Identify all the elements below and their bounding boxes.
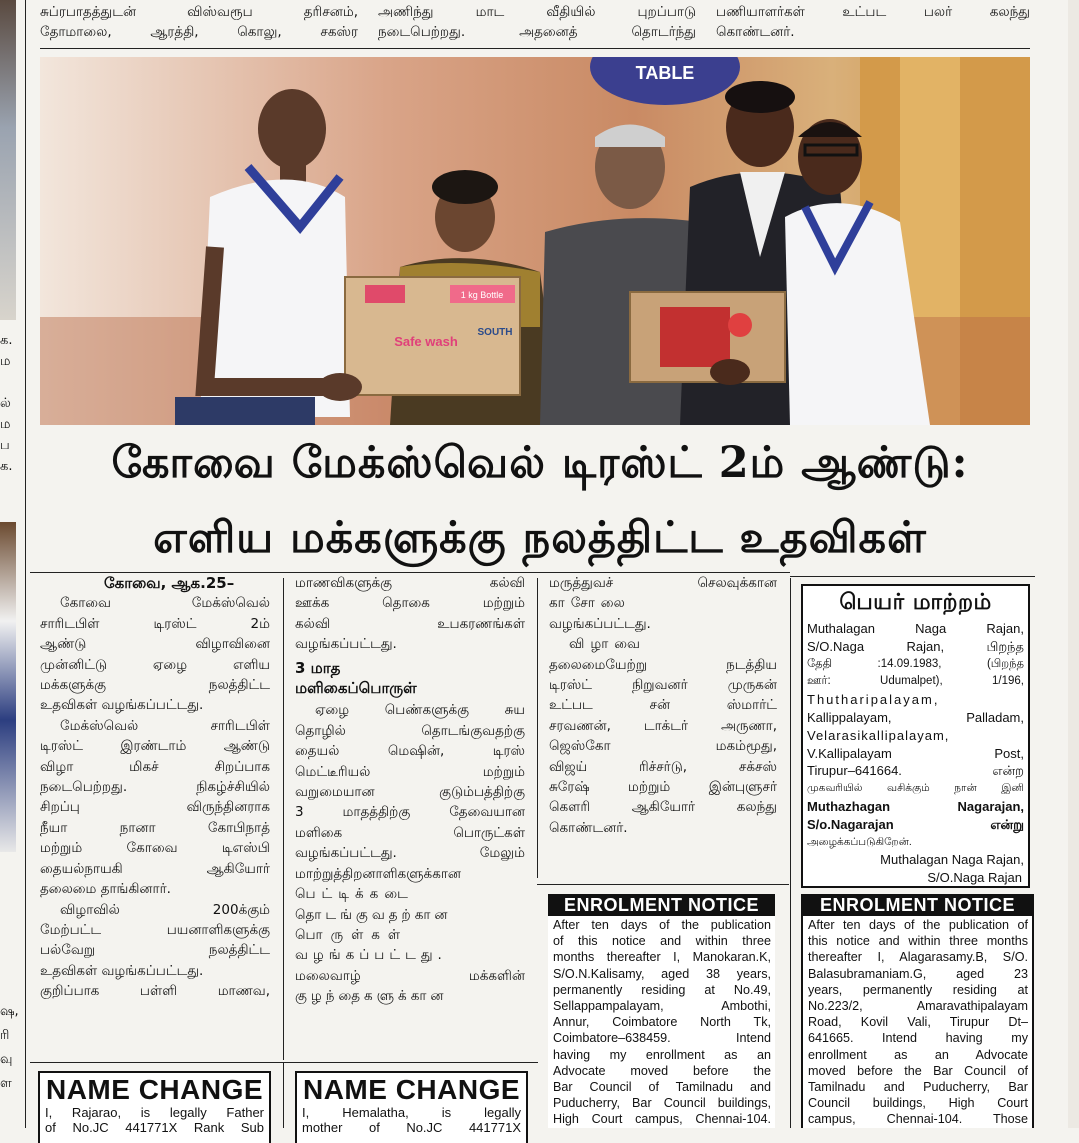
left-edge-fragments: க. ம ல் ம ப க.: [0, 333, 13, 474]
name-change-2-body: I, Hemalatha, is legally mother of No.JC 441771X: [302, 1105, 521, 1135]
name-change-1-body: I, Rajarao, is legally Father of No.JC 441771X Rank Sub: [45, 1105, 264, 1135]
headline-line-2: எளிய மக்களுக்கு நலத்திட்ட உதவிகள்: [153, 513, 927, 563]
dateline: கோவை, ஆக.25–: [104, 574, 235, 592]
enrolment-notice-1-body: After ten days of the publication of this notice and within three months thereafter I, Manokaran.K, S/O.N.Kalisamy, aged 38 years, permanently residing at No.49, Sellappampalayam, Ambothi, Annur, Coimbatore North Tk, Coimbatore–638459. Intend having my enrollment as an Advocate moved before the Bar Council of Tamilnadu and Puducherry, Bar Council buildings, High Court campus, Chennai-104.: [553, 918, 771, 1127]
photo-illustration: [40, 57, 1030, 425]
name-change-2-title: NAME CHANGE: [302, 1074, 521, 1105]
grocery-box: [630, 292, 785, 382]
top-column-2: அணிந்து மாட வீதியில் புறப்பாடு நடைபெற்றது. அதனைத் தொடர்ந்து: [378, 4, 696, 41]
top-rule: [40, 48, 1030, 49]
svg-text:SOUTH: SOUTH: [477, 327, 513, 338]
top-column-1: சுப்ரபாதத்துடன் விஸ்வரூப தரிசனம், தோமாலை, ஆரத்தி, கொலு, சகஸ்ர: [40, 4, 358, 41]
name-change-box-2: [295, 1071, 528, 1143]
enrolment-notice-1: [548, 894, 775, 1128]
enrolment-notice-1-title: ENROLMENT NOTICE: [548, 894, 775, 916]
svg-text:1 kg Bottle: 1 kg Bottle: [460, 290, 504, 300]
safe-wash-box: [345, 277, 520, 395]
top-column-3: பணியாளர்கள் உட்பட பலர் கலந்து கொண்டனர்.: [716, 4, 1030, 41]
column-rule-2: [537, 578, 538, 878]
subheading: 3 மாத: [295, 658, 341, 677]
news-photo: [40, 57, 1030, 425]
left-edge-photo-2: [0, 522, 16, 852]
left-edge-photo-1: [0, 0, 16, 320]
bottom-column-rule: [283, 1062, 284, 1128]
left-edge-column: [0, 0, 20, 1128]
left-column-divider: [25, 0, 26, 1128]
column-rule-3: [790, 578, 791, 1128]
notice-1-top-rule: [537, 884, 789, 885]
column-rule-1: [283, 578, 284, 1060]
right-margin: [1068, 0, 1079, 1128]
tamil-name-change-body: Muthalagan Naga Rajan, S/O.Naga Rajan, பிறந்த தேதி :14.09.1983, (பிறந்த ஊர்: Udumalpet), 1/196, Thutharipalayam, Kallippalayam, Palladam, Velarasikallipalayam, V.Kallipalayam Post, Tirupur–641664. என்ற முகவரியில் வசிக்கும் நான் இனி Muthazhagan Nagarajan, S/o.Nagarajan என்று அழைக்கப்படுகிறேன். Muthalagan Naga Rajan, S/O.Naga Rajan: [807, 621, 1024, 886]
enrolment-notice-2-title: ENROLMENT NOTICE: [803, 894, 1032, 916]
article-column-1: கோவை, ஆக.25– கோவை மேக்ஸ்வெல் சாரிடபிள் டிரஸ்ட் 2ம் ஆண்டு விழாவினை முன்னிட்டு ஏழை எளிய மக்களுக்கு நலத்திட்ட உதவிகள் வழங்கப்பட்டது. மேக்ஸ்வெல் சாரிடபிள் டிரஸ்ட் இரண்டாம் ஆண்டு விழா மிகச் சிறப்பாக நடைபெற்றது. நிகழ்ச்சியில் சிறப்பு விருந்தினராக நீயா நானா கோபிநாத் மற்றும் கோவை டிஎஸ்பி தையல்நாயகி ஆகியோர் தலைமை தாங்கினார். விழாவில் 200க்கும் மேற்பட்ட பயனாளிகளுக்கு பல்வேறு நலத்திட்ட உதவிகள் வழங்கப்பட்டது. குறிப்பாக பள்ளி மாணவ,: [40, 574, 270, 1000]
svg-text:TABLE: TABLE: [635, 63, 695, 83]
tamil-name-change-box: [801, 584, 1030, 888]
article-column-3: மருத்துவச் செலவுக்கான காசோலை வழங்கப்பட்டது. விழாவை தலைமையேற்று நடத்திய டிரஸ்ட் நிறுவனர் முருகன் உட்பட சன் ஸ்மார்ட் சரவணன், டாக்டர் அருணா, ஜெஸ்கோ மகம்மூது, விஜய் ரிச்சர்டு, சக்சஸ் சுரேஷ் மற்றும் இன்புளுசர் கௌரி ஆகியோர் கலந்து கொண்டனர்.: [549, 575, 777, 836]
tamil-name-change-title: பெயர் மாற்றம்: [839, 590, 992, 615]
svg-text:Safe wash: Safe wash: [394, 334, 458, 349]
enrolment-notice-2-body: After ten days of the publication of this notice and within three months thereafter I, Alagarasamy.B, S/O. Balasubramaniam.G, aged 23 years, permanently residing at No.223/2, Amaravathipalayam Road, Kovil Vali, Tirupur Dt– 641665. Intend having my enrollment as an Advocate moved before the Bar Council of Tamilnadu and Puducherry, Bar Council buildings, High Court campus, Chennai-104. Those: [808, 918, 1028, 1127]
left-edge-fragments-lower: ஷ, ரி வு ள: [0, 1004, 19, 1091]
box-top-rule: [790, 576, 1035, 577]
bottom-rule: [30, 1062, 538, 1063]
name-change-box-1: [38, 1071, 271, 1143]
subheading: மளிகைப்பொருள்: [295, 679, 417, 698]
name-change-1-title: NAME CHANGE: [45, 1074, 264, 1105]
article-column-2: மாணவிகளுக்கு கல்வி ஊக்க தொகை மற்றும் கல்வி உபகரணங்கள் வழங்கப்பட்டது. 3 மாத மளிகைப்பொருள் ஏழை பெண்களுக்கு சுய தொழில் தொடங்குவதற்கு தையல் மெஷின், டிரஸ் மெட்டீரியல் மற்றும் வறுமையான குடும்பத்திற்கு 3 மாதத்திற்கு தேவையான மளிகை பொருட்கள் வழங்கப்பட்டது. மேலும் மாற்றுத்திறனாளிகளுக்கான பெட்டிக்கடை தொடங்குவதற்கான பொருள்கள் வழங்கப்பட்டது. மலைவாழ் மக்களின் குழந்தைகளுக்கான: [295, 575, 525, 1005]
enrolment-notice-2: [801, 894, 1034, 1128]
headline-line-1: கோவை மேக்ஸ்வெல் டிரஸ்ட் 2ம் ஆண்டு:: [111, 438, 969, 488]
